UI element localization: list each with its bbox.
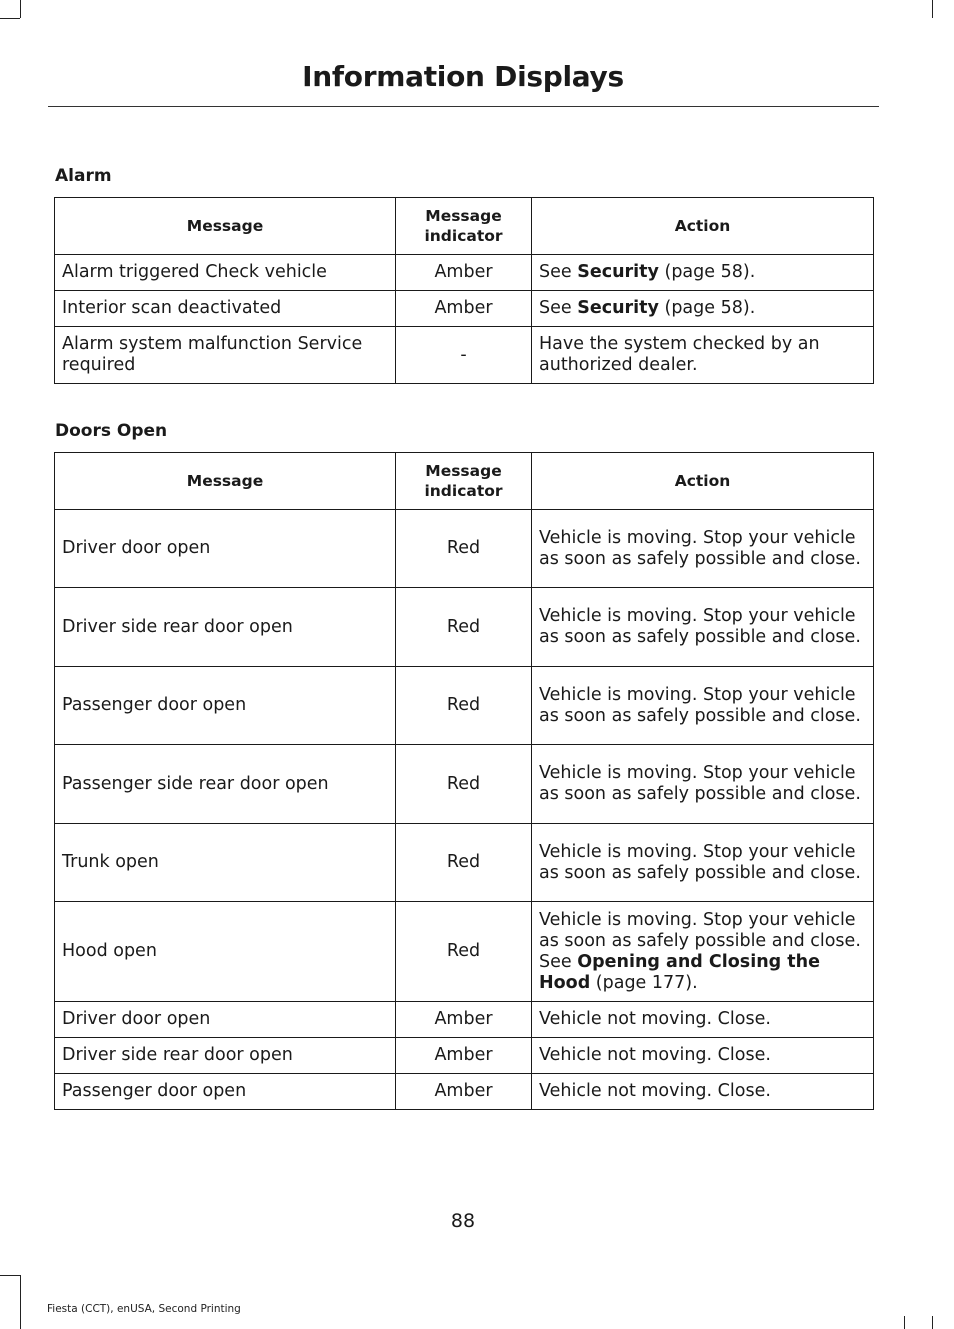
action-text: (page 177).	[590, 972, 698, 993]
table-row	[55, 902, 874, 1002]
action-text: Vehicle not moving. Close.	[539, 1081, 771, 1101]
column-header-indicator: Message indicator	[396, 198, 532, 255]
message-cell: Interior scan deactivated	[55, 291, 396, 327]
table-row	[55, 667, 874, 745]
table-row	[55, 745, 874, 824]
column-header-action: Action	[532, 198, 874, 255]
column-header-message: Message	[55, 198, 396, 255]
message-cell: Driver side rear door open	[55, 1038, 396, 1074]
crop-mark	[20, 1275, 21, 1329]
table-row	[55, 1038, 874, 1074]
action-cell	[532, 824, 874, 902]
table-row	[55, 291, 874, 327]
table-row	[55, 588, 874, 667]
action-text: Vehicle is moving. Stop your vehicle as soon as safely possible and close.	[539, 763, 861, 804]
alarm-heading: Alarm	[55, 166, 112, 186]
action-cell	[532, 588, 874, 667]
title-rule	[48, 106, 879, 107]
doors-open-table	[54, 452, 874, 1110]
crop-mark	[932, 0, 933, 18]
cross-reference: Opening and Closing the Hood	[539, 951, 820, 993]
indicator-cell: Red	[396, 824, 532, 902]
column-header-indicator: Message indicator	[396, 453, 532, 510]
cross-reference: Security	[577, 298, 659, 318]
page-title: Information Displays	[302, 60, 624, 93]
table-row	[55, 1002, 874, 1038]
indicator-cell: Red	[396, 902, 532, 1002]
action-cell	[532, 667, 874, 745]
table-row	[55, 255, 874, 291]
action-cell	[532, 291, 874, 327]
alarm-header-row	[55, 198, 874, 255]
column-header-action: Action	[532, 453, 874, 510]
indicator-cell: Amber	[396, 1002, 532, 1038]
crop-mark	[932, 1316, 933, 1329]
message-cell: Trunk open	[55, 824, 396, 902]
indicator-cell: Amber	[396, 1074, 532, 1110]
action-text: Vehicle is moving. Stop your vehicle as soon as safely possible and close.	[539, 606, 861, 647]
message-cell: Passenger door open	[55, 667, 396, 745]
crop-mark	[20, 0, 21, 18]
page-number: 88	[450, 1210, 476, 1232]
indicator-cell: Red	[396, 745, 532, 824]
alarm-table	[54, 197, 874, 384]
crop-mark	[904, 1316, 905, 1329]
indicator-cell: Red	[396, 588, 532, 667]
action-cell	[532, 745, 874, 824]
indicator-cell: Amber	[396, 255, 532, 291]
indicator-cell: -	[396, 327, 532, 384]
action-text: Vehicle is moving. Stop your vehicle as soon as safely possible and close. See	[539, 909, 861, 972]
crop-mark	[0, 18, 20, 19]
table-row	[55, 1074, 874, 1110]
action-cell	[532, 902, 874, 1002]
action-text: (page 58).	[658, 298, 756, 318]
message-cell: Alarm system malfunction Service required	[55, 327, 396, 384]
action-text: Vehicle is moving. Stop your vehicle as soon as safely possible and close.	[539, 841, 861, 883]
message-cell: Passenger side rear door open	[55, 745, 396, 824]
cross-reference: Security	[577, 262, 659, 282]
action-text: Have the system checked by an authorized dealer.	[539, 334, 820, 375]
action-cell	[532, 1002, 874, 1038]
action-text: Vehicle not moving. Close.	[539, 1045, 771, 1065]
edition-footer: Fiesta (CCT), enUSA, Second Printing	[47, 1303, 241, 1315]
message-cell: Alarm triggered Check vehicle	[55, 255, 396, 291]
message-cell: Driver door open	[55, 1002, 396, 1038]
action-cell	[532, 327, 874, 384]
message-cell: Driver side rear door open	[55, 588, 396, 667]
action-text: Vehicle is moving. Stop your vehicle as soon as safely possible and close.	[539, 684, 861, 726]
doors-open-heading: Doors Open	[55, 421, 168, 441]
action-cell	[532, 510, 874, 588]
doors-header-row	[55, 453, 874, 510]
indicator-cell: Amber	[396, 291, 532, 327]
indicator-cell: Red	[396, 667, 532, 745]
action-text: (page 58).	[658, 262, 756, 282]
action-text: Vehicle not moving. Close.	[539, 1009, 771, 1029]
message-cell: Hood open	[55, 902, 396, 1002]
message-cell: Driver door open	[55, 510, 396, 588]
message-cell: Passenger door open	[55, 1074, 396, 1110]
action-cell	[532, 1074, 874, 1110]
table-row	[55, 327, 874, 384]
action-cell	[532, 1038, 874, 1074]
action-text: Vehicle is moving. Stop your vehicle as soon as safely possible and close.	[539, 527, 861, 569]
crop-mark	[0, 1275, 20, 1276]
table-row	[55, 824, 874, 902]
indicator-cell: Amber	[396, 1038, 532, 1074]
action-text: See	[539, 298, 578, 318]
action-cell	[532, 255, 874, 291]
action-text: See	[539, 262, 578, 282]
column-header-message: Message	[55, 453, 396, 510]
table-row	[55, 510, 874, 588]
indicator-cell: Red	[396, 510, 532, 588]
